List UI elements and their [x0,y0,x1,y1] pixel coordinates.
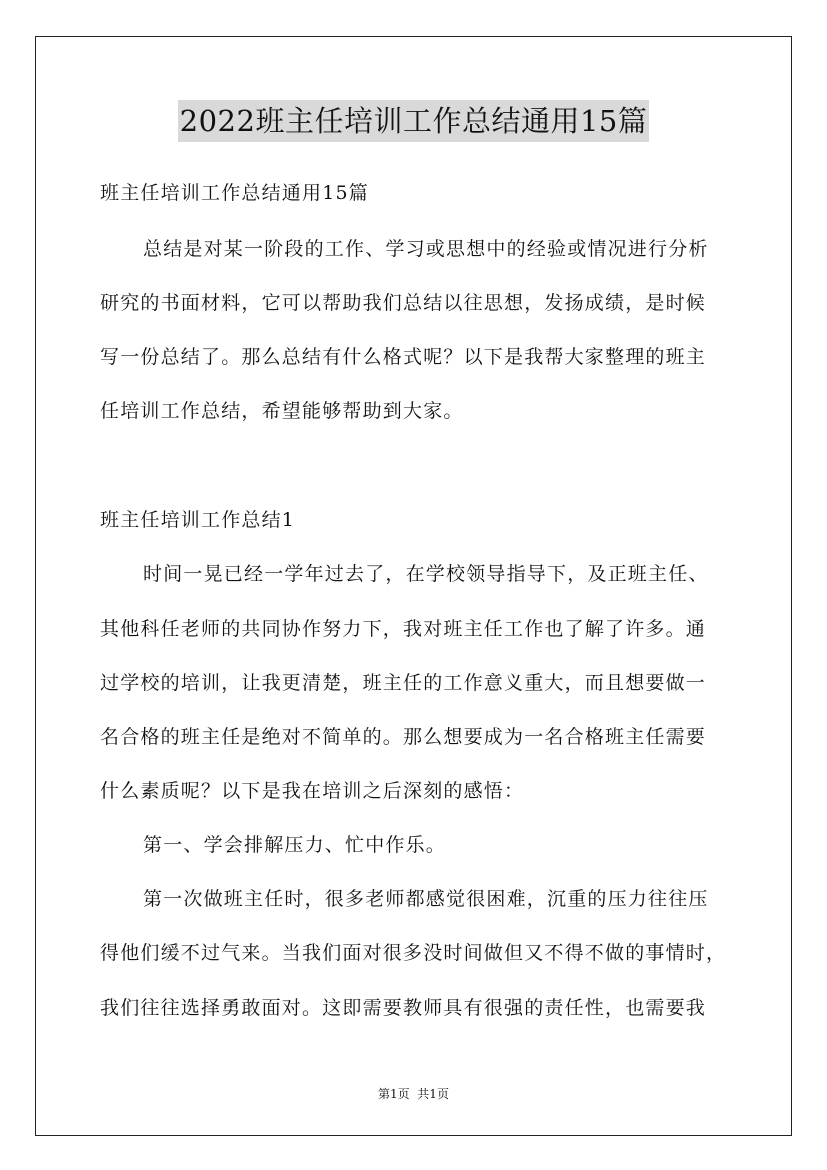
paragraph-line: 时间一晃已经一学年过去了，在学校领导指导下，及正班主任、 [143,563,709,585]
paragraph-line: 过学校的培训，让我更清楚，班主任的工作意义重大，而且想要做一 [100,672,707,694]
paragraph-line: 其他科任老师的共同协作努力下，我对班主任工作也了解了许多。通 [100,618,707,640]
point-heading: 第一、学会排解压力、忙中作乐。 [143,834,447,856]
paragraph-line: 总结是对某一阶段的工作、学习或思想中的经验或情况进行分析 [143,238,709,260]
subtitle-line: 班主任培训工作总结通用15篇 [100,182,369,204]
paragraph-line: 研究的书面材料，它可以帮助我们总结以往思想，发扬成绩，是时候 [100,292,707,314]
paragraph-line: 写一份总结了。那么总结有什么格式呢？以下是我帮大家整理的班主 [100,346,707,368]
section-heading: 班主任培训工作总结1 [100,509,296,531]
paragraph-line: 什么素质呢？以下是我在培训之后深刻的感悟： [100,780,525,802]
paragraph-line: 任培训工作总结，希望能够帮助到大家。 [100,400,464,422]
document-title: 2022班主任培训工作总结通用15篇 [178,100,650,142]
paragraph-line: 名合格的班主任是绝对不简单的。那么想要成为一名合格班主任需要 [100,726,707,748]
title-container [0,100,827,142]
page-number: 第1页 共1页 [378,1087,449,1101]
paragraph-line: 我们往往选择勇敢面对。这即需要教师具有很强的责任性，也需要我 [100,997,707,1019]
paragraph-line: 得他们缓不过气来。当我们面对很多没时间做但又不得不做的事情时， [100,942,727,964]
paragraph-line: 第一次做班主任时，很多老师都感觉很困难，沉重的压力往往压 [143,888,709,910]
